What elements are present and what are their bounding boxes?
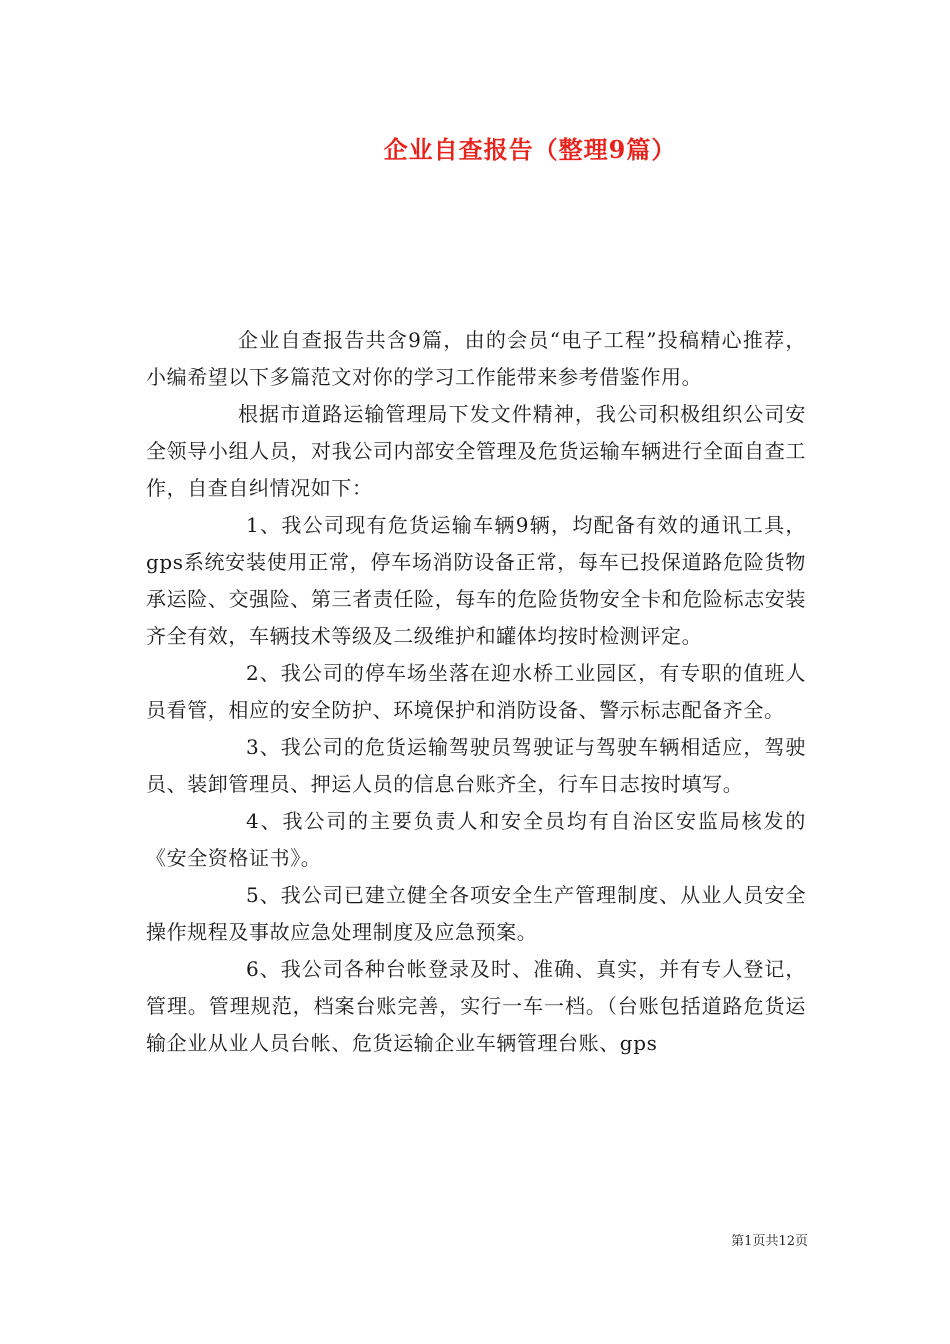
paragraph-item-3: 3、我公司的危货运输驾驶员驾驶证与驾驶车辆相适应，驾驶员、装卸管理员、押运人员的信息台账齐全，行车日志按时填写。	[146, 735, 806, 796]
paragraph-item-4: 4、我公司的主要负责人和安全员均有自治区安监局核发的《安全资格证书》。	[146, 809, 806, 870]
paragraph-item-6: 6、我公司各种台帐登录及时、准确、真实，并有专人登记，管理。管理规范，档案台账完善，实行一车一档。（台账包括道路危货运输企业从业人员台帐、危货运输企业车辆管理台账、gps	[146, 957, 806, 1055]
paragraph-item-1: 1、我公司现有危货运输车辆9辆，均配备有效的通讯工具，gps系统安装使用正常，停车场消防设备正常，每车已投保道路危险货物承运险、交强险、第三者责任险，每车的危险货物安全卡和危险标志安装齐全有效，车辆技术等级及二级维护和罐体均按时检测评定。	[146, 513, 806, 648]
document-body	[146, 322, 806, 1062]
paragraph-item-5: 5、我公司已建立健全各项安全生产管理制度、从业人员安全操作规程及事故应急处理制度及应急预案。	[146, 883, 806, 944]
document-title: 企业自查报告（整理9篇）	[383, 135, 677, 164]
paragraph-item-2: 2、我公司的停车场坐落在迎水桥工业园区，有专职的值班人员看管，相应的安全防护、环境保护和消防设备、警示标志配备齐全。	[146, 661, 806, 722]
paragraph-intro: 企业自查报告共含9篇，由的会员“电子工程”投稿精心推荐，小编希望以下多篇范文对你的学习工作能带来参考借鉴作用。	[146, 328, 806, 389]
paragraph-background: 根据市道路运输管理局下发文件精神，我公司积极组织公司安全领导小组人员，对我公司内部安全管理及危货运输车辆进行全面自查工作，自查自纠情况如下：	[146, 402, 806, 500]
page-number-footer: 第1页共12页	[731, 1234, 808, 1249]
